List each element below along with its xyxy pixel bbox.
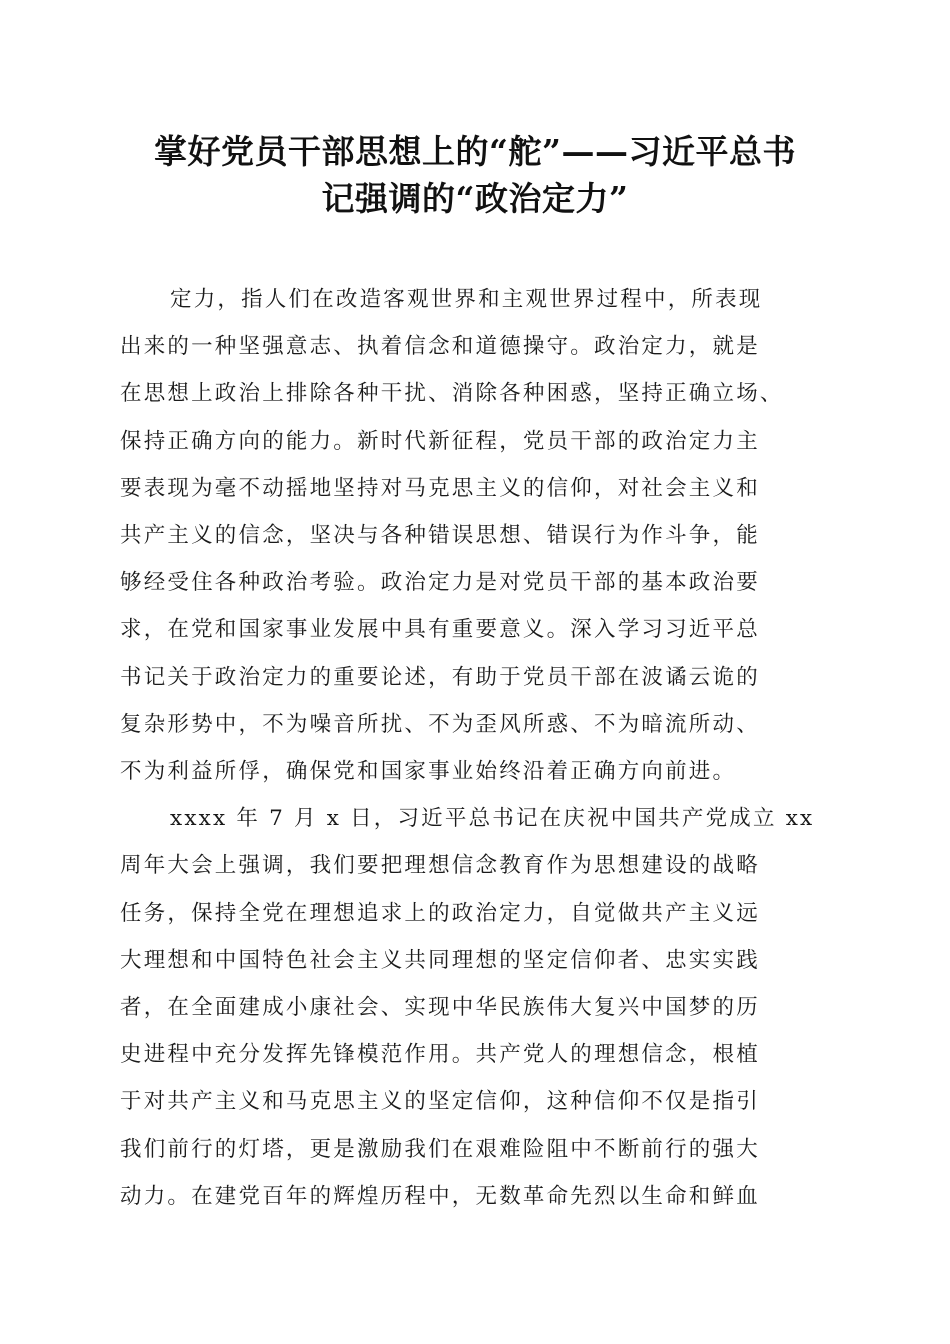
text-line: 要表现为毫不动摇地坚持对马克思主义的信仰，对社会主义和 (120, 475, 760, 501)
title-line: 记强调的“政治定力” (321, 179, 629, 218)
paragraph-2 (120, 795, 830, 1220)
text-line: 定力，指人们在改造客观世界和主观世界过程中，所表现 (170, 287, 763, 312)
text-line: 够经受住各种政治考验。政治定力是对党员干部的基本政治要 (120, 570, 760, 596)
text-line: 书记关于政治定力的重要论述，有助于党员干部在波谲云诡的 (120, 664, 760, 690)
paragraph-1 (120, 276, 830, 795)
text-line: 任务，保持全党在理想追求上的政治定力，自觉做共产主义远 (120, 900, 760, 926)
title-line: 掌好党员干部思想上的“舵”——习近平总书 (154, 132, 796, 171)
document-body (120, 276, 830, 1220)
text-line: 保持正确方向的能力。新时代新征程，党员干部的政治定力主 (120, 428, 760, 454)
text-line: 在思想上政治上排除各种干扰、消除各种困惑，坚持正确立场、 (120, 381, 784, 407)
page-title (100, 128, 850, 222)
text-line: 大理想和中国特色社会主义共同理想的坚定信仰者、忠实实践 (120, 947, 760, 973)
text-line: 出来的一种坚强意志、执着信念和道德操守。政治定力，就是 (120, 334, 760, 360)
text-line: 复杂形势中，不为噪音所扰、不为歪风所惑、不为暗流所动、 (120, 711, 760, 737)
text-line: 我们前行的灯塔，更是激励我们在艰难险阻中不断前行的强大 (120, 1136, 760, 1162)
text-line: xxxx 年 7 月 x 日，习近平总书记在庆祝中国共产党成立 xx (170, 806, 815, 832)
text-line: 史进程中充分发挥先锋模范作用。共产党人的理想信念，根植 (120, 1042, 760, 1068)
text-line: 于对共产主义和马克思主义的坚定信仰，这种信仰不仅是指引 (120, 1089, 760, 1115)
text-line: 不为利益所俘，确保党和国家事业始终沿着正确方向前进。 (120, 759, 737, 785)
text-line: 动力。在建党百年的辉煌历程中，无数革命先烈以生命和鲜血 (120, 1183, 760, 1209)
text-line: 共产主义的信念，坚决与各种错误思想、错误行为作斗争，能 (120, 523, 760, 549)
text-line: 求，在党和国家事业发展中具有重要意义。深入学习习近平总 (120, 617, 760, 643)
text-line: 者，在全面建成小康社会、实现中华民族伟大复兴中国梦的历 (120, 995, 760, 1021)
text-line: 周年大会上强调，我们要把理想信念教育作为思想建设的战略 (120, 853, 760, 879)
